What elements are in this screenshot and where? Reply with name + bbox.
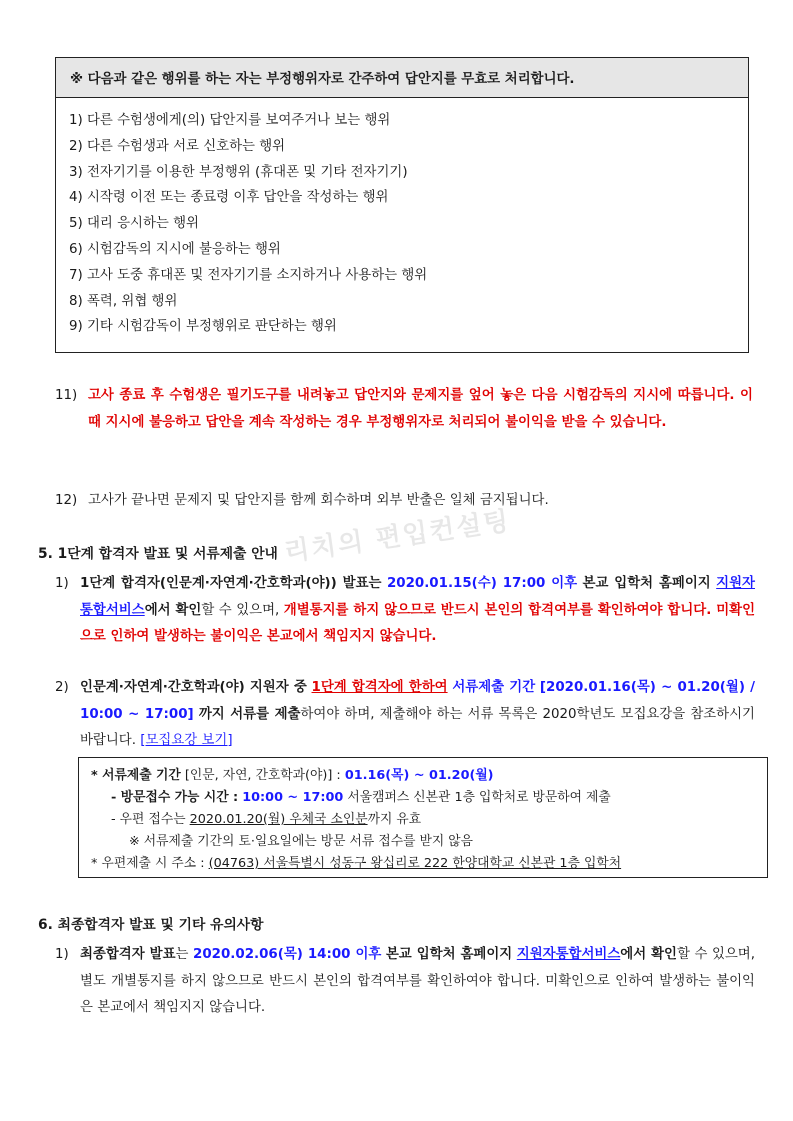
- admission-guide-link[interactable]: [모집요강 보기]: [140, 733, 233, 748]
- final-announcement-datetime: 2020.02.06(목) 14:00 이후: [193, 947, 382, 962]
- list-item: 1) 다른 수험생에게(의) 답안지를 보여주거나 보는 행위: [69, 113, 391, 128]
- mail-validity-line: [111, 808, 421, 827]
- cheating-notice-box: [55, 57, 749, 353]
- document-submission-box: [78, 757, 768, 878]
- list-item: 2) 다른 수험생과 서로 신호하는 행위: [69, 138, 286, 154]
- text: 는: [175, 947, 189, 962]
- check-label: 에서 확인: [620, 947, 677, 962]
- mail-validity-label: - 우편 접수는: [111, 812, 186, 827]
- first-stage-announcement-label: 1단계 합격자(인문계·자연계·간호학과(야)) 발표는: [80, 576, 382, 591]
- visit-hours-line: [111, 786, 611, 805]
- weekend-note: ※ 서류제출 기간의 토·일요일에는 방문 서류 접수를 받지 않음: [129, 834, 474, 849]
- first-stage-announcement-datetime: 2020.01.15(수) 17:00 이후: [386, 576, 578, 591]
- mail-address-line: [91, 852, 621, 871]
- item-11-text: 고사 종료 후 수험생은 필기도구를 내려놓고 답안지와 문제지를 엎어 놓은 다음 시험감독의 지시에 따릅니다. 이때 지시에 불응하고 답안을 계속 작성하는 경우 부정행위자로 처리되어 불이익을 받을 수 있습니다.: [88, 388, 753, 430]
- section-5-title: 5. 1단계 합격자 발표 및 서류제출 안내: [38, 546, 278, 562]
- mail-validity-suffix: 까지 유효: [367, 812, 422, 827]
- admissions-homepage-label: 본교 입학처 홈페이지: [385, 947, 513, 962]
- section-6-title: 6. 최종합격자 발표 및 기타 유의사항: [38, 917, 264, 933]
- text: 하여야 하며, 제출해야 하는 서류 목록은 2020학년도 모집요강을 참조하시기 바랍니다.: [80, 706, 755, 748]
- section-6-item-1-number: 1): [55, 947, 69, 962]
- submission-period-line: [91, 764, 494, 783]
- admissions-homepage-label: 본교 입학처 홈페이지: [582, 576, 711, 591]
- item-11-number: 11): [55, 388, 78, 403]
- list-item: 8) 폭력, 위협 행위: [69, 293, 178, 309]
- document-period-label: 서류제출 기간: [452, 680, 536, 695]
- mail-address: (04763) 서울특별시 성동구 왕십리로 222 한양대학교 신본관 1층 입학처: [208, 856, 622, 871]
- list-item: 5) 대리 응시하는 행위: [69, 216, 199, 232]
- section-5-item-1-number: 1): [55, 576, 69, 591]
- first-stage-only-label: 1단계 합격자에 한하여: [311, 680, 448, 695]
- mail-address-label: * 우편제출 시 주소 :: [91, 856, 205, 871]
- list-item: 4) 시작령 이전 또는 종료령 이후 답안을 작성하는 행위: [69, 190, 389, 206]
- list-item: 9) 기타 시험감독이 부정행위로 판단하는 행위: [69, 319, 337, 335]
- first-stage-warning: 개별통지를 하지 않으므로 반드시 본인의 합격여부를 확인하여야 합니다. 미확인으로 인하여 발생하는 불이익은 본교에서 책임지지 않습니다.: [80, 602, 756, 644]
- section-6-item-1: [80, 942, 755, 1022]
- section-5-item-1: [80, 571, 755, 651]
- submission-period-dates: 01.16(목) ~ 01.20(월): [344, 768, 494, 783]
- item-12-text: 고사가 끝나면 문제지 및 답안지를 함께 회수하며 외부 반출은 일체 금지됩니다.: [88, 493, 549, 508]
- visit-location: 서울캠퍼스 신본관 1층 입학처로 방문하여 제출: [347, 790, 611, 805]
- visit-hours-time: 10:00 ~ 17:00: [242, 790, 344, 805]
- list-item: 3) 전자기기를 이용한 부정행위 (휴대폰 및 기타 전자기기): [69, 164, 408, 180]
- applicant-groups-label: 인문계·자연계·간호학과(야) 지원자 중: [80, 680, 307, 695]
- text: 할 수 있으며,: [201, 602, 280, 618]
- applicant-service-link[interactable]: 지원자통합서비스: [516, 947, 621, 962]
- applicant-service-link[interactable]: 지원자통합서비스: [80, 576, 755, 618]
- submission-period-label: * 서류제출 기간: [91, 768, 181, 783]
- submit-documents-label: 까지 서류를 제출: [198, 706, 301, 722]
- cheating-behavior-list: [56, 98, 748, 340]
- cheating-notice-title: ※ 다음과 같은 행위를 하는 자는 부정행위자로 간주하여 답안지를 무효로 처리합니다.: [56, 58, 748, 98]
- section-5-item-2: [80, 675, 755, 755]
- list-item: 6) 시험감독의 지시에 불응하는 행위: [69, 241, 281, 257]
- watermark: 리치의 편입컨설팅: [282, 506, 513, 568]
- text: 할 수 있으며, 별도 개별통지를 하지 않으므로 반드시 본인의 합격여부를 확인하여야 합니다. 미확인으로 인하여 발생하는 불이익은 본교에서 책임지지 않습니다.: [80, 947, 756, 1015]
- final-announcement-label: 최종합격자 발표: [80, 947, 176, 962]
- list-item: 7) 고사 도중 휴대폰 및 전자기기를 소지하거나 사용하는 행위: [69, 267, 428, 283]
- submission-period-scope: [인문, 자연, 간호학과(야)] :: [184, 768, 341, 783]
- section-5-item-2-number: 2): [55, 680, 69, 695]
- check-label: 에서 확인: [144, 602, 202, 618]
- mail-postmark-date: 2020.01.20(월) 우체국 소인분: [189, 812, 368, 827]
- visit-hours-label: - 방문접수 가능 시간 :: [111, 790, 239, 805]
- item-12-number: 12): [55, 493, 78, 508]
- document-period-dates: [2020.01.16(목) ~ 01.20(월) / 10:00 ~ 17:00]: [80, 680, 756, 722]
